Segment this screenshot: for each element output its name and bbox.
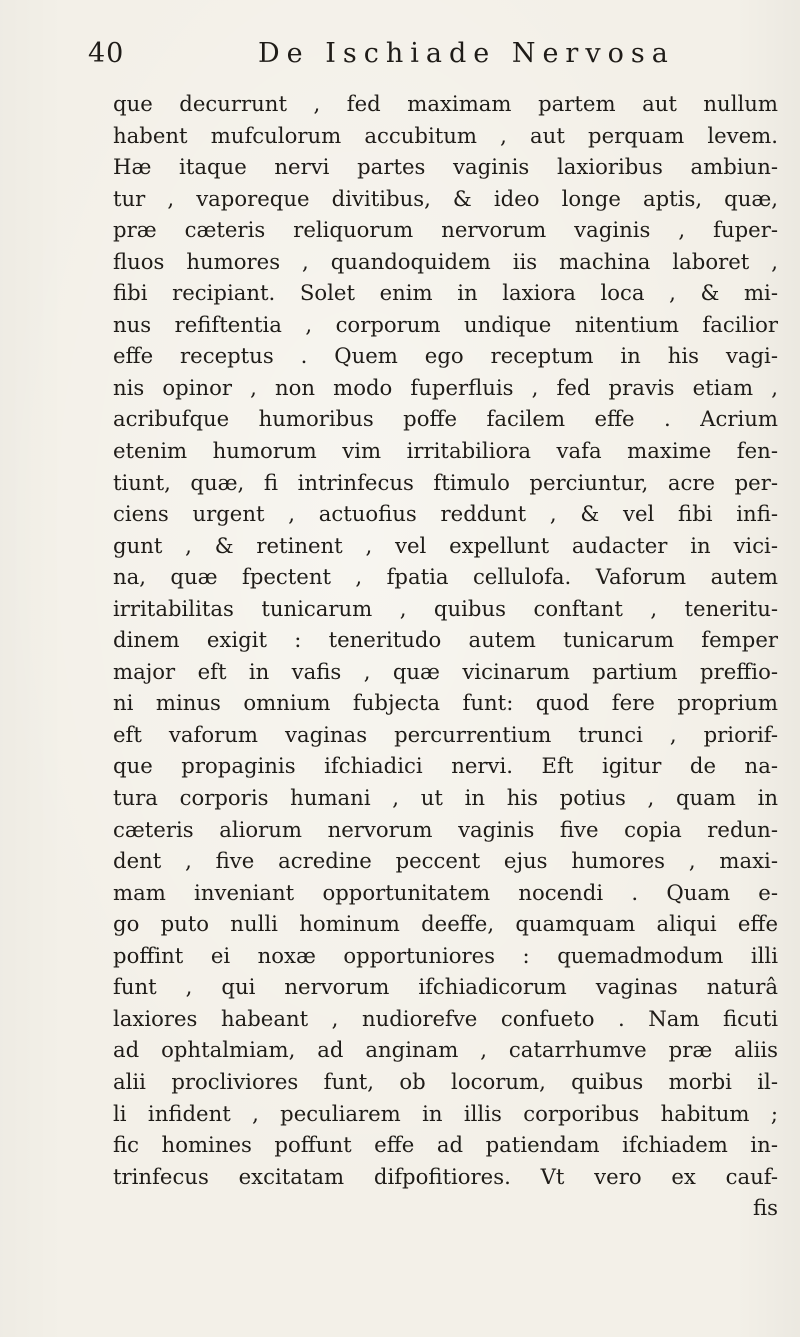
- page-header: [88, 28, 778, 78]
- text-line: poffint ei noxæ opportuniores : quemadmodum illi: [113, 942, 778, 968]
- text-line: funt , qui nervorum ifchiadicorum vaginas naturâ: [113, 974, 778, 1000]
- text-line: præ cæteris reliquorum nervorum vaginis , fuper-: [113, 217, 778, 243]
- text-line: na, quæ fpectent , fpatia cellulofa. Vaforum autem: [113, 564, 778, 590]
- running-title: De Ischiade Nervosa: [258, 37, 675, 69]
- text-line: nus refiftentia , corporum undique nitentium facilior: [113, 311, 778, 337]
- text-line: ciens urgent , actuofius reddunt , & vel fibi infi-: [113, 501, 778, 527]
- text-line: que decurrunt , fed maximam partem aut nullum: [113, 91, 778, 116]
- text-line: nis opinor , non modo fuperfluis , fed pravis etiam ,: [113, 374, 778, 400]
- text-line: fibi recipiant. Solet enim in laxiora loca , & mi-: [113, 280, 778, 306]
- text-line: laxiores habeant , nudiorefve confueto . Nam ficuti: [113, 1005, 778, 1031]
- text-line: go puto nulli hominum deeffe, quamquam aliqui effe: [113, 911, 778, 937]
- text-line: mam inveniant opportunitatem nocendi . Quam e-: [113, 879, 778, 905]
- text-line: gunt , & retinent , vel expellunt audacter in vici-: [113, 532, 778, 558]
- text-line: dent , five acredine peccent ejus humores , maxi-: [113, 848, 778, 874]
- text-line: Hæ itaque nervi partes vaginis laxioribus ambiun-: [113, 154, 778, 180]
- text-line: trinfecus excitatam difpofitiores. Vt vero ex cauf-: [113, 1163, 778, 1189]
- text-line: acribufque humoribus poffe facilem effe . Acrium: [113, 406, 778, 432]
- text-line: dinem exigit : teneritudo autem tunicarum femper: [113, 627, 778, 653]
- text-line: fic homines poffunt effe ad patiendam ifchiadem in-: [113, 1132, 778, 1158]
- text-line: cæteris aliorum nervorum vaginis five copia redun-: [113, 816, 778, 842]
- text-line: effe receptus . Quem ego receptum in his vagi-: [113, 343, 778, 369]
- text-line: que propaginis ifchiadici nervi. Eft igitur de na-: [113, 753, 778, 779]
- text-line: eft vaforum vaginas percurrentium trunci , priorif-: [113, 721, 778, 747]
- text-line: fis: [752, 1195, 778, 1221]
- text-line: irritabilitas tunicarum , quibus conftant , teneritu-: [113, 595, 778, 621]
- text-line: tura corporis humani , ut in his potius , quam in: [113, 785, 778, 811]
- text-line: habent mufculorum accubitum , aut perquam levem.: [113, 122, 778, 148]
- text-line: alii procliviores funt, ob locorum, quibus morbi il-: [113, 1068, 778, 1094]
- text-line: ni minus omnium fubjecta funt: quod fere proprium: [113, 690, 778, 716]
- page-number: 40: [88, 37, 125, 69]
- text-line: etenim humorum vim irritabiliora vafa maxime fen-: [113, 438, 778, 464]
- text-line: major eft in vafis , quæ vicinarum partium preffio-: [113, 658, 778, 684]
- text-line: tiunt, quæ, fi intrinfecus ftimulo perciuntur, acre per-: [113, 469, 778, 495]
- text-line: fluos humores , quandoquidem iis machina laboret ,: [113, 248, 778, 274]
- text-line: tur , vaporeque divitibus, & ideo longe aptis, quæ,: [113, 185, 778, 211]
- body-text: [113, 88, 778, 1224]
- text-line: ad ophtalmiam, ad anginam , catarrhumve præ aliis: [113, 1037, 778, 1063]
- text-line: li infident , peculiarem in illis corporibus habitum ;: [113, 1100, 778, 1126]
